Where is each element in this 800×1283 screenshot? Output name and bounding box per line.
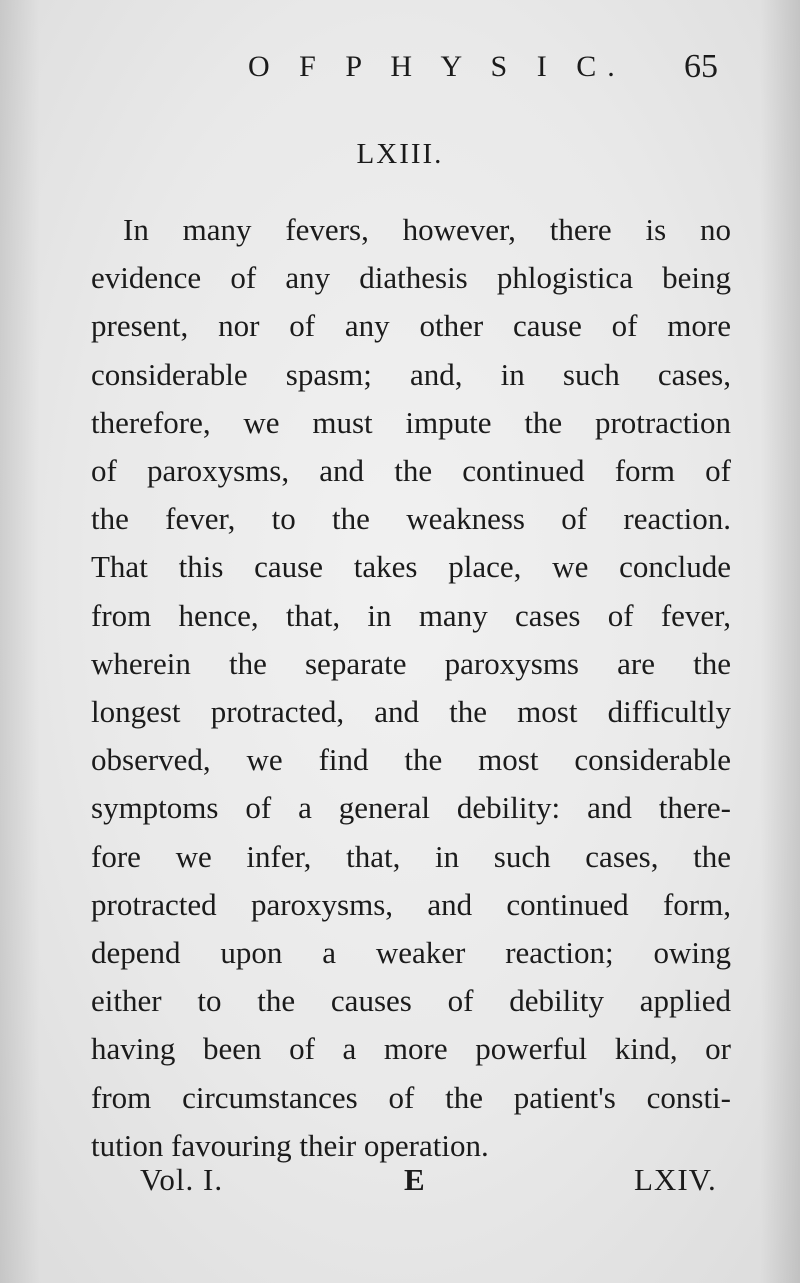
running-title: O F P H Y S I C. (248, 50, 626, 83)
text-line: from circumstances of the patient's consti- (91, 1079, 731, 1115)
text-line: from hence, that, in many cases of fever, (91, 597, 731, 633)
text-line: symptoms of a general debility: and there- (91, 790, 731, 826)
section-number: LXIII. (356, 138, 444, 170)
text-line: therefore, we must impute the protraction (91, 404, 731, 440)
body-paragraph (91, 206, 731, 1170)
text-line: considerable spasm; and, in such cases, (91, 356, 731, 392)
text-line: observed, we find the most considerable (91, 742, 731, 778)
text-line: of paroxysms, and the continued form of (91, 453, 731, 489)
page-edge-shadow-right (760, 0, 800, 1283)
text-line: That this cause takes place, we conclude (91, 549, 731, 585)
text-line: having been of a more powerful kind, or (91, 1031, 731, 1067)
text-line: protracted paroxysms, and continued form, (91, 886, 731, 922)
volume-label: Vol. I. (140, 1162, 224, 1197)
text-line: wherein the separate paroxysms are the (91, 645, 731, 681)
running-head (0, 42, 800, 102)
text-line: present, nor of any other cause of more (91, 308, 731, 344)
text-line: In many fevers, however, there is no (123, 212, 731, 247)
text-line: the fever, to the weakness of reaction. (91, 501, 731, 537)
text-line: evidence of any diathesis phlogistica being (91, 260, 731, 296)
page-number: 65 (684, 48, 718, 85)
page-edge-shadow-left (0, 0, 40, 1283)
signature-mark: E (404, 1162, 425, 1197)
text-line: either to the causes of debility applied (91, 983, 731, 1019)
catchword: LXIV. (634, 1162, 717, 1197)
text-line: depend upon a weaker reaction; owing (91, 935, 731, 971)
text-line: fore we infer, that, in such cases, the (91, 838, 731, 874)
text-line: longest protracted, and the most difficultly (91, 694, 731, 730)
text-line: tution favouring their operation. (91, 1127, 489, 1163)
page-footer (0, 1160, 800, 1210)
